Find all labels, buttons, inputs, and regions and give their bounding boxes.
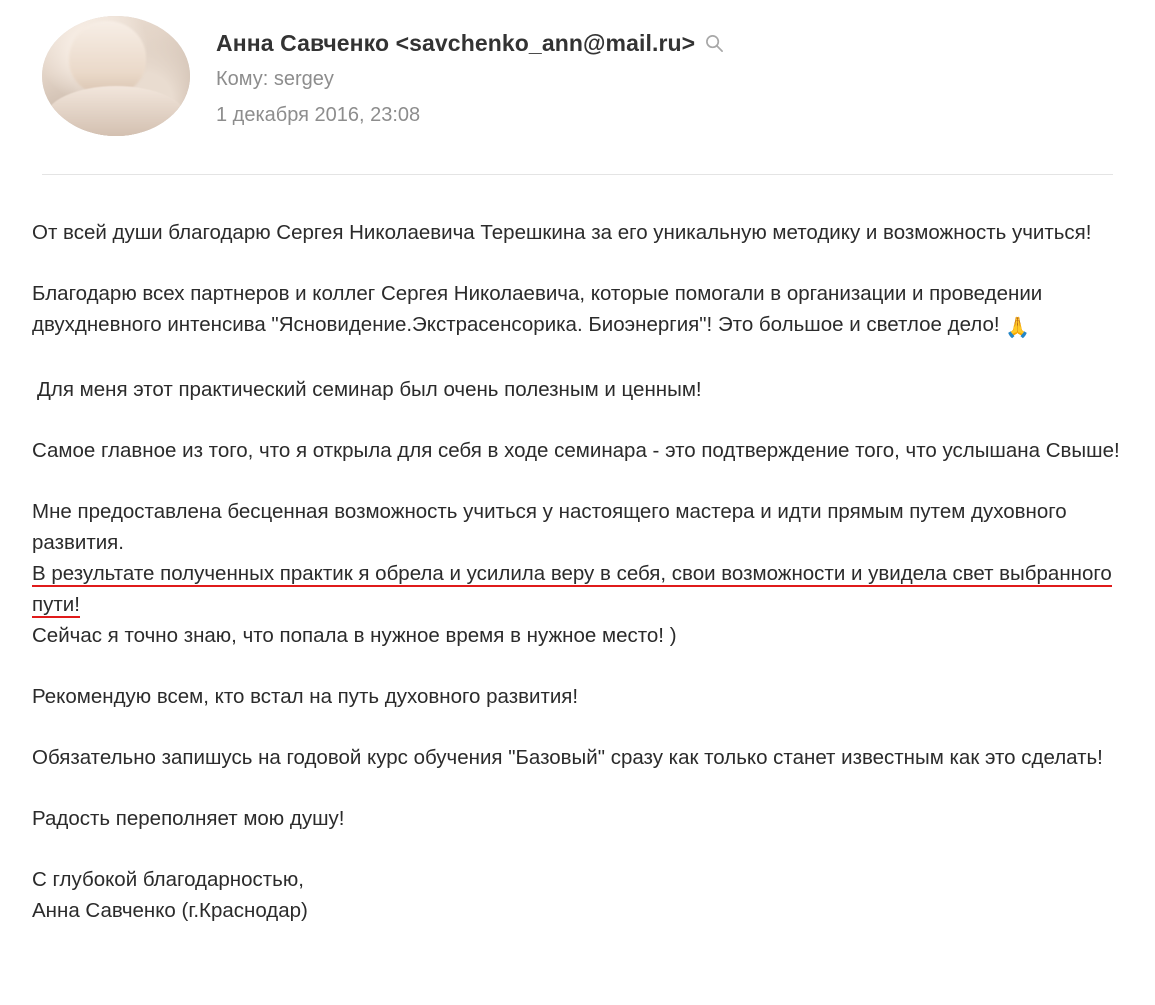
email-header-text — [216, 14, 724, 127]
body-paragraph-1: От всей души благодарю Сергея Николаевича Терешкина за его уникальную методику и возможность учиться! — [32, 221, 1092, 244]
body-paragraph-2-text: Благодарю всех партнеров и коллег Сергея Николаевича, которые помогали в организации и проведении двухдневного интенсива "Ясновидение.Экстрасенсорика. Биоэнергия"! Это большое и светлое дело! — [32, 282, 1043, 336]
body-paragraph-7: Обязательно запишусь на годовой курс обучения "Базовый" сразу как только станет известным как это сделать! — [32, 746, 1103, 769]
signature-line-2: Анна Савченко (г.Краснодар) — [32, 899, 308, 922]
body-paragraph-2 — [32, 278, 1127, 344]
avatar — [42, 16, 190, 136]
avatar-image — [42, 16, 190, 136]
body-paragraph-8: Радость переполняет мою душу! — [32, 807, 345, 830]
highlighted-text: В результате полученных практик я обрела и усилила веру в себя, свои возможности и увидела свет выбранного пути! — [32, 562, 1112, 616]
body-paragraph-after-highlight: Сейчас я точно знаю, что попала в нужное время в нужное место! ) — [32, 624, 677, 647]
body-paragraph-6: Рекомендую всем, кто встал на путь духовного развития! — [32, 685, 579, 708]
email-body — [0, 175, 1155, 926]
recipient-label: Кому: sergey — [216, 68, 334, 90]
email-header — [0, 0, 1155, 136]
body-paragraph-5: Мне предоставлена бесценная возможность учиться у настоящего мастера и идти прямым путем духовного развития. — [32, 500, 1067, 554]
sender-name: Анна Савченко <savchenko_ann@mail.ru> — [216, 30, 696, 56]
sender-line — [216, 30, 724, 57]
message-date: 1 декабря 2016, 23:08 — [216, 104, 421, 126]
body-paragraph-4: Самое главное из того, что я открыла для себя в ходе семинара - это подтверждение того, что услышана Свыше! — [32, 439, 1120, 462]
signature-line-1: С глубокой благодарностью, — [32, 868, 304, 891]
search-icon[interactable] — [705, 34, 724, 53]
praying-hands-icon: 🙏 — [1005, 317, 1031, 339]
body-paragraph-3: Для меня этот практический семинар был очень полезным и ценным! — [37, 378, 702, 401]
highlighted-passage — [32, 558, 1127, 620]
